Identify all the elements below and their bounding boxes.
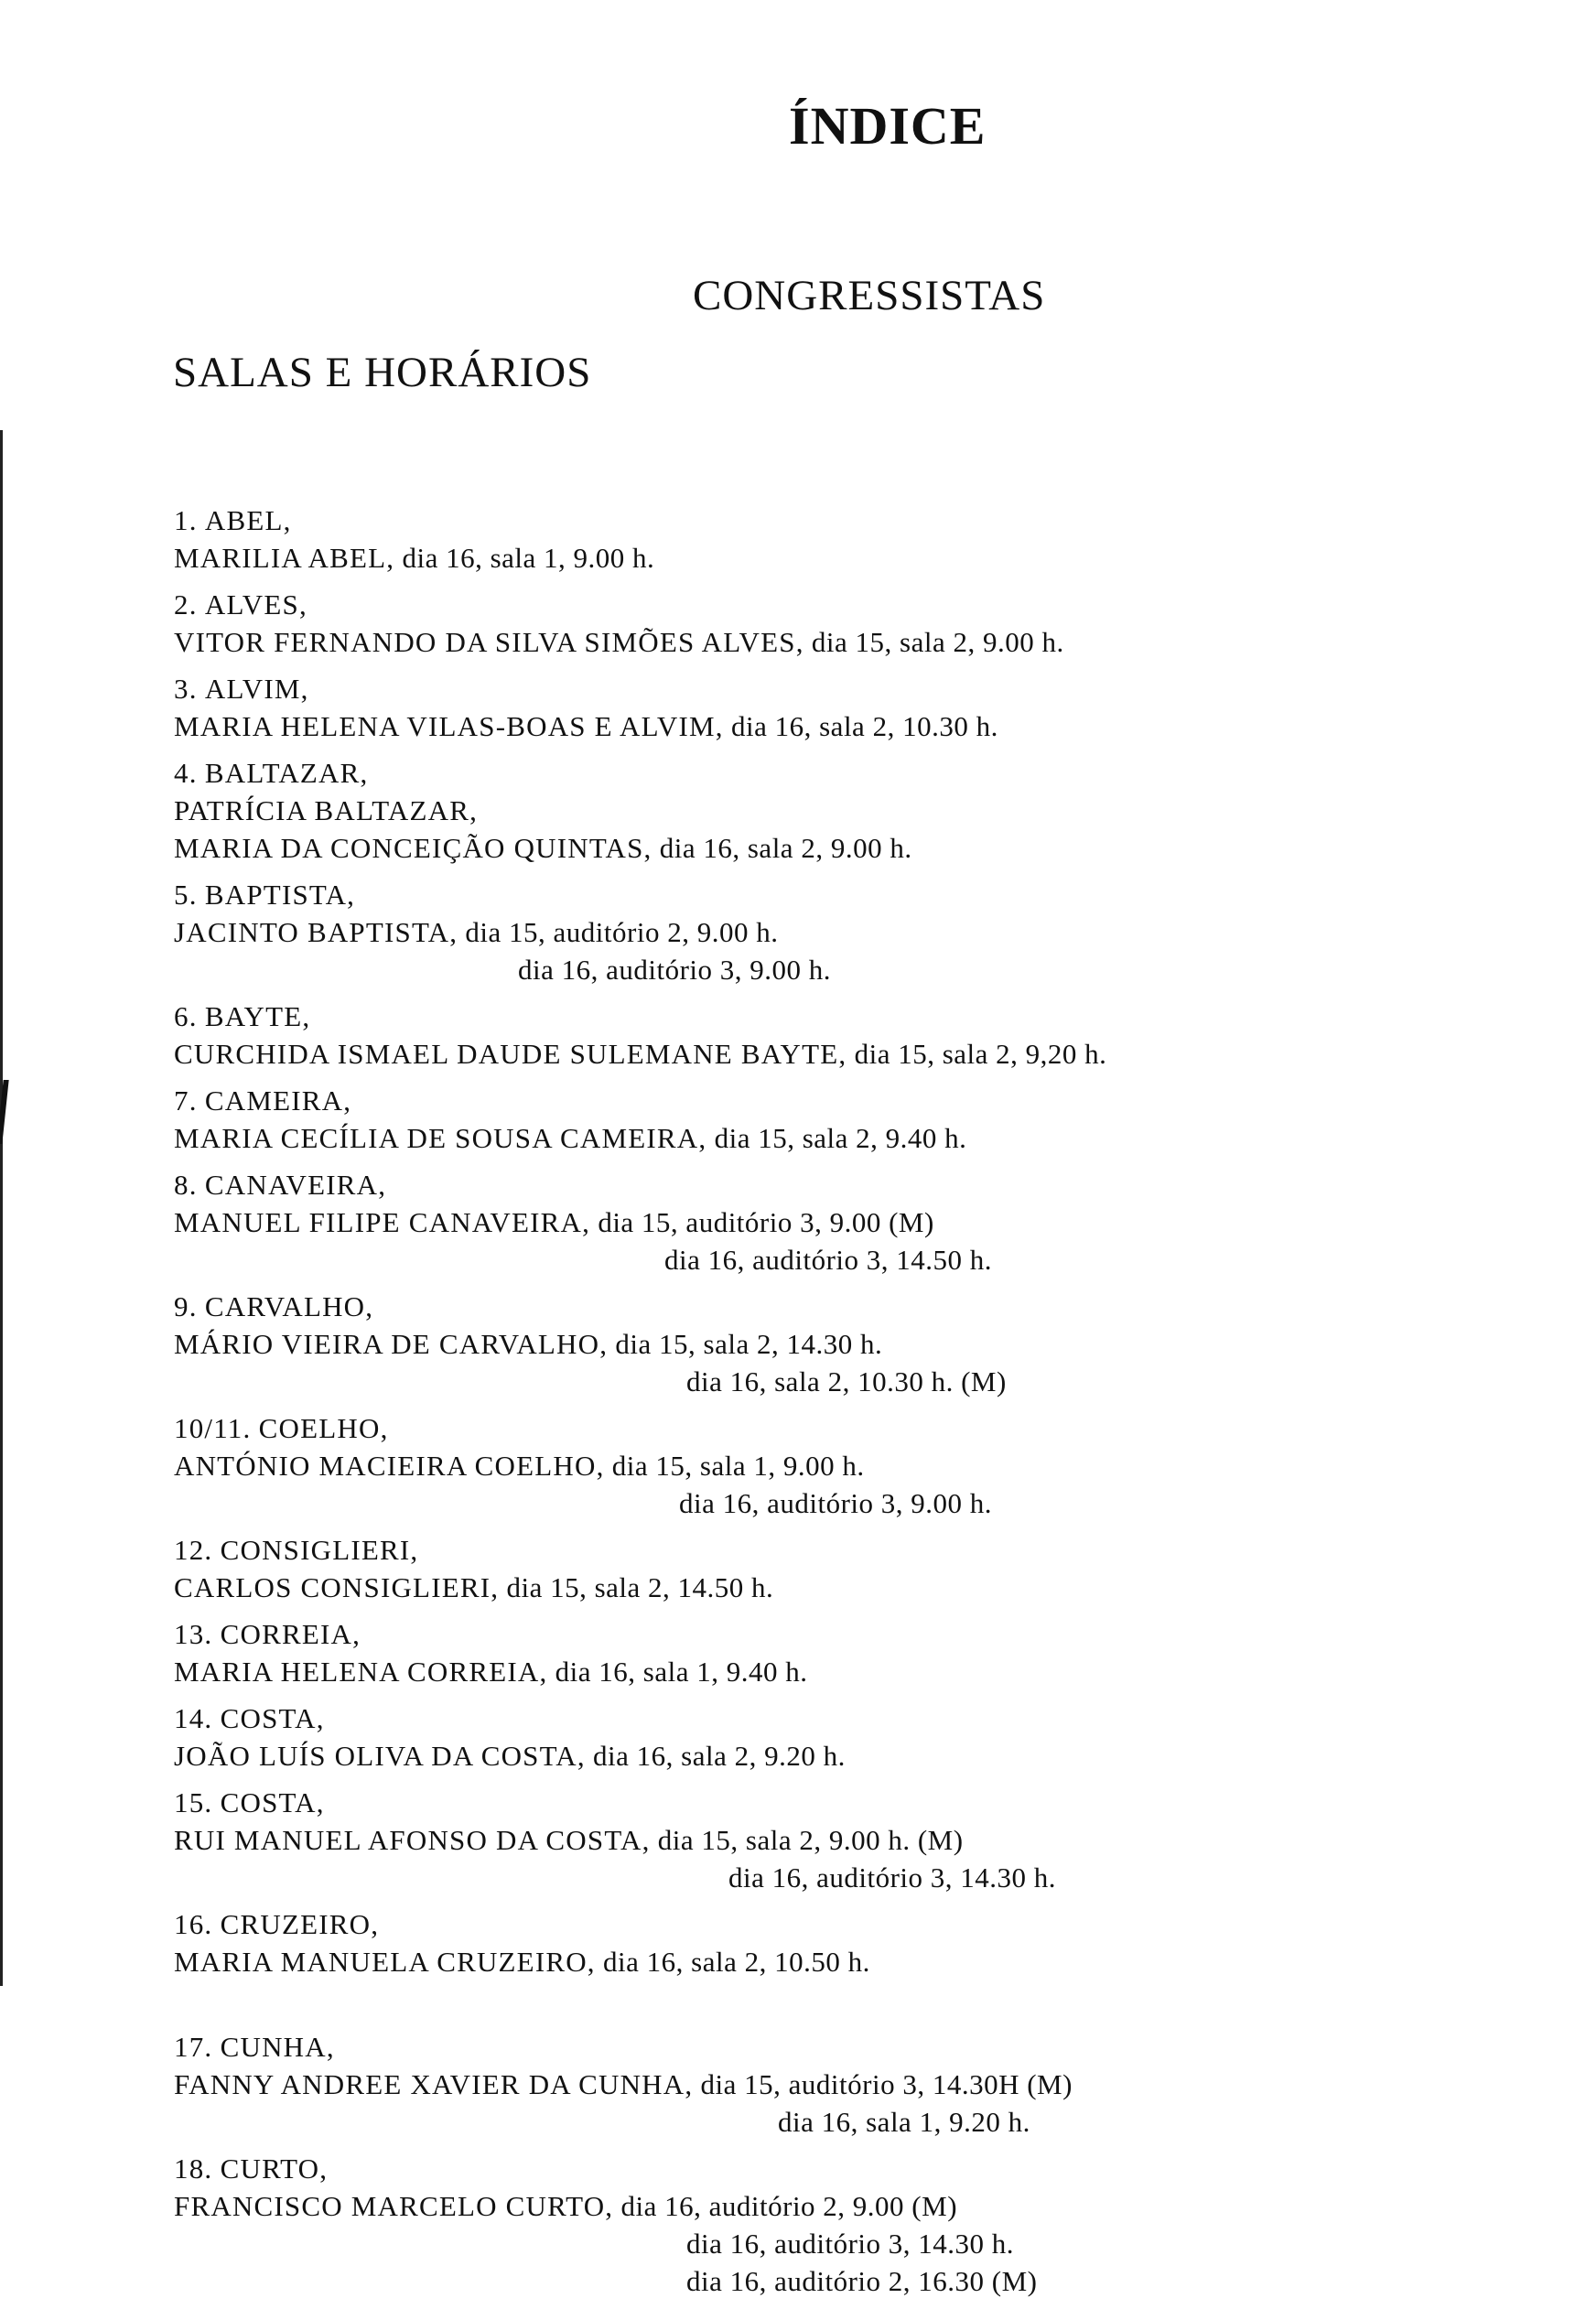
list-item xyxy=(174,1784,1492,1896)
list-item xyxy=(174,1166,1492,1279)
entry-fullname: MÁRIO VIEIRA DE CARVALHO, xyxy=(174,1328,609,1360)
index-list xyxy=(174,502,1492,2309)
entry-schedule-extra: dia 16, auditório 3, 14.50 h. xyxy=(664,1244,993,1276)
entry-surname: CONSIGLIERI, xyxy=(220,1534,419,1566)
entry-fullname-secondary: PATRÍCIA BALTAZAR, xyxy=(174,794,479,826)
entry-schedule: dia 16, sala 2, 9.20 h. xyxy=(593,1740,846,1772)
entry-surname: CANAVEIRA, xyxy=(204,1169,387,1201)
entry-schedule: dia 15, sala 2, 9.40 h. xyxy=(714,1122,967,1154)
entry-surname: COSTA, xyxy=(220,1702,325,1734)
entry-schedule: dia 16, sala 2, 10.50 h. xyxy=(603,1946,870,1978)
entry-number: 14. xyxy=(174,1702,213,1734)
entry-surname: BAYTE, xyxy=(204,1000,311,1032)
entry-surname: BAPTISTA, xyxy=(204,879,356,911)
entry-fullname: CURCHIDA ISMAEL DAUDE SULEMANE BAYTE, xyxy=(174,1038,847,1070)
page-edge-line xyxy=(0,430,3,1986)
entry-schedule: dia 15, sala 2, 14.30 h. xyxy=(615,1328,883,1360)
list-item xyxy=(174,876,1492,988)
entry-schedule: dia 15, sala 2, 14.50 h. xyxy=(506,1571,774,1603)
list-item xyxy=(174,2028,1492,2141)
entry-fullname: MANUEL FILIPE CANAVEIRA, xyxy=(174,1206,591,1238)
entry-number: 3. xyxy=(174,673,198,705)
entry-number: 15. xyxy=(174,1786,213,1818)
entry-surname: CUNHA, xyxy=(220,2031,335,2063)
subsection-title: SALAS E HORÁRIOS xyxy=(173,349,592,396)
entry-fullname: MARIA HELENA VILAS-BOAS E ALVIM, xyxy=(174,710,724,742)
page-title: ÍNDICE xyxy=(789,96,987,156)
list-item xyxy=(174,998,1492,1073)
entry-number: 10/11. xyxy=(174,1412,252,1444)
entry-fullname: MARIA HELENA CORREIA, xyxy=(174,1656,548,1688)
list-item xyxy=(174,1905,1492,1980)
entry-schedule: dia 16, sala 1, 9.00 h. xyxy=(402,542,655,574)
entry-schedule: dia 15, sala 2, 9.00 h. (M) xyxy=(657,1824,964,1856)
entry-schedule: dia 15, sala 1, 9.00 h. xyxy=(611,1450,865,1482)
entry-number: 16. xyxy=(174,1908,213,1940)
entry-number: 5. xyxy=(174,879,198,911)
section-title: CONGRESSISTAS xyxy=(693,272,1046,319)
entry-schedule-extra: dia 16, auditório 3, 14.30 h. xyxy=(686,2228,1015,2260)
list-item xyxy=(174,670,1492,745)
entry-surname: COELHO, xyxy=(258,1412,389,1444)
entry-schedule-extra: dia 16, auditório 2, 16.30 (M) xyxy=(686,2265,1038,2297)
entry-fullname: CARLOS CONSIGLIERI, xyxy=(174,1571,500,1603)
list-item xyxy=(174,586,1492,661)
entry-surname: ALVES, xyxy=(204,588,307,620)
entry-number: 13. xyxy=(174,1618,213,1650)
list-item xyxy=(174,1615,1492,1690)
entry-number: 17. xyxy=(174,2031,213,2063)
entry-schedule: dia 15, auditório 3, 9.00 (M) xyxy=(598,1206,934,1238)
entry-surname: CRUZEIRO, xyxy=(220,1908,380,1940)
entry-schedule: dia 16, sala 2, 9.00 h. xyxy=(659,832,912,864)
entry-number: 6. xyxy=(174,1000,198,1032)
list-item xyxy=(174,502,1492,577)
entry-fullname: FRANCISCO MARCELO CURTO, xyxy=(174,2190,614,2222)
entry-fullname: MARIA CECÍLIA DE SOUSA CAMEIRA, xyxy=(174,1122,707,1154)
entry-fullname: JACINTO BAPTISTA, xyxy=(174,916,458,948)
list-item xyxy=(174,1082,1492,1157)
entry-schedule-extra: dia 16, auditório 3, 14.30 h. xyxy=(728,1861,1057,1894)
entry-schedule-extra: dia 16, sala 1, 9.20 h. xyxy=(778,2106,1030,2138)
entry-surname: CARVALHO, xyxy=(204,1290,374,1322)
list-item xyxy=(174,2150,1492,2300)
entry-fullname: JOÃO LUÍS OLIVA DA COSTA, xyxy=(174,1740,586,1772)
entry-number: 12. xyxy=(174,1534,213,1566)
list-item xyxy=(174,1699,1492,1775)
entry-surname: CURTO, xyxy=(220,2153,329,2185)
entry-fullname: ANTÓNIO MACIEIRA COELHO, xyxy=(174,1450,605,1482)
list-item xyxy=(174,754,1492,867)
list-item xyxy=(174,1409,1492,1522)
entry-schedule: dia 15, auditório 3, 14.30H (M) xyxy=(700,2068,1073,2100)
entry-schedule: dia 15, sala 2, 9.00 h. xyxy=(811,626,1064,658)
entry-schedule: dia 16, sala 1, 9.40 h. xyxy=(555,1656,808,1688)
entry-schedule: dia 16, auditório 2, 9.00 (M) xyxy=(620,2190,958,2222)
entry-schedule-extra: dia 16, sala 2, 10.30 h. (M) xyxy=(686,1365,1007,1397)
entry-fullname: RUI MANUEL AFONSO DA COSTA, xyxy=(174,1824,651,1856)
entry-surname: ABEL, xyxy=(204,504,292,536)
entry-schedule: dia 15, auditório 2, 9.00 h. xyxy=(465,916,779,948)
entry-surname: CORREIA, xyxy=(220,1618,361,1650)
entry-fullname: VITOR FERNANDO DA SILVA SIMÕES ALVES, xyxy=(174,626,804,658)
entry-schedule-extra: dia 16, auditório 3, 9.00 h. xyxy=(518,954,832,986)
entry-surname: BALTAZAR, xyxy=(204,757,369,789)
entry-surname: COSTA, xyxy=(220,1786,325,1818)
entry-number: 1. xyxy=(174,504,198,536)
entry-fullname: MARIA DA CONCEIÇÃO QUINTAS, xyxy=(174,832,652,864)
list-item xyxy=(174,1531,1492,1606)
entry-fullname: FANNY ANDREE XAVIER DA CUNHA, xyxy=(174,2068,694,2100)
entry-number: 9. xyxy=(174,1290,198,1322)
entry-surname: ALVIM, xyxy=(204,673,309,705)
list-item xyxy=(174,1288,1492,1400)
entry-number: 7. xyxy=(174,1084,198,1117)
entry-schedule: dia 15, sala 2, 9,20 h. xyxy=(854,1038,1107,1070)
entry-fullname: MARILIA ABEL, xyxy=(174,542,395,574)
entry-schedule: dia 16, sala 2, 10.30 h. xyxy=(731,710,998,742)
entry-surname: CAMEIRA, xyxy=(204,1084,352,1117)
entry-number: 2. xyxy=(174,588,198,620)
entry-number: 4. xyxy=(174,757,198,789)
entry-number: 8. xyxy=(174,1169,198,1201)
entry-number: 18. xyxy=(174,2153,213,2185)
entry-fullname: MARIA MANUELA CRUZEIRO, xyxy=(174,1946,596,1978)
entry-schedule-extra: dia 16, auditório 3, 9.00 h. xyxy=(679,1487,993,1519)
